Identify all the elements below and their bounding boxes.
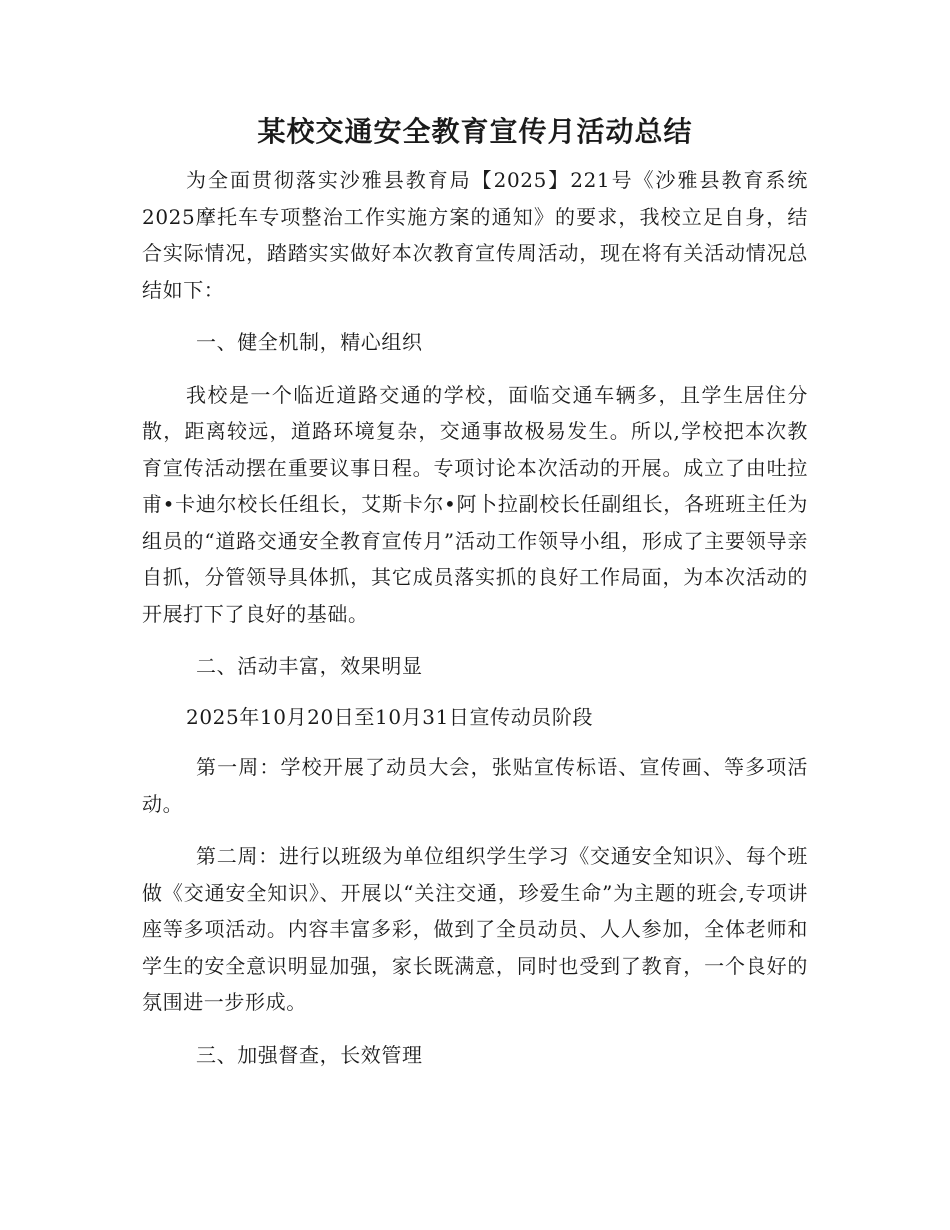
- week-2-paragraph: 第二周：进行以班级为单位组织学生学习《交通安全知识》、每个班做《交通安全知识》、开展以“关注交通，珍爱生命”为主题的班会,专项讲座等多项活动。内容丰富多彩，做到了全员动员、人人参加，全体老师和学生的安全意识明显加强，家长既满意，同时也受到了教育，一个良好的氛围进一步形成。: [142, 844, 808, 1014]
- intro-paragraph: 为全面贯彻落实沙雅县教育局【2025】221号《沙雅县教育系统2025摩托车专项整治工作实施方案的通知》的要求，我校立足自身，结合实际情况，踏踏实实做好本次教育宣传周活动，现在将有关活动情况总结如下：: [142, 168, 808, 302]
- section-2-stage-line: 2025年10月20日至10月31日宣传动员阶段: [186, 704, 594, 729]
- week-1-paragraph: 第一周：学校开展了动员大会，张贴宣传标语、宣传画、等多项活动。: [142, 755, 808, 816]
- document-body: [142, 162, 808, 1073]
- section-1-heading: 一、健全机制，精心组织: [196, 330, 423, 354]
- section-1-paragraph: 我校是一个临近道路交通的学校，面临交通车辆多，且学生居住分散，距离较远，道路环境复杂，交通事故极易发生。所以,学校把本次教育宣传活动摆在重要议事日程。专项讨论本次活动的开展。成立了由吐拉甫•卡迪尔校长任组长，艾斯卡尔•阿卜拉副校长任副组长，各班班主任为组员的“道路交通安全教育宣传月”活动工作领导小组，形成了主要领导亲自抓，分管领导具体抓，其它成员落实抓的良好工作局面，为本次活动的开展打下了良好的基础。: [142, 382, 808, 626]
- document-title: 某校交通安全教育宣传月活动总结: [257, 115, 693, 148]
- section-2-heading: 二、活动丰富，效果明显: [196, 654, 423, 678]
- section-3-heading: 三、加强督查，长效管理: [196, 1042, 423, 1067]
